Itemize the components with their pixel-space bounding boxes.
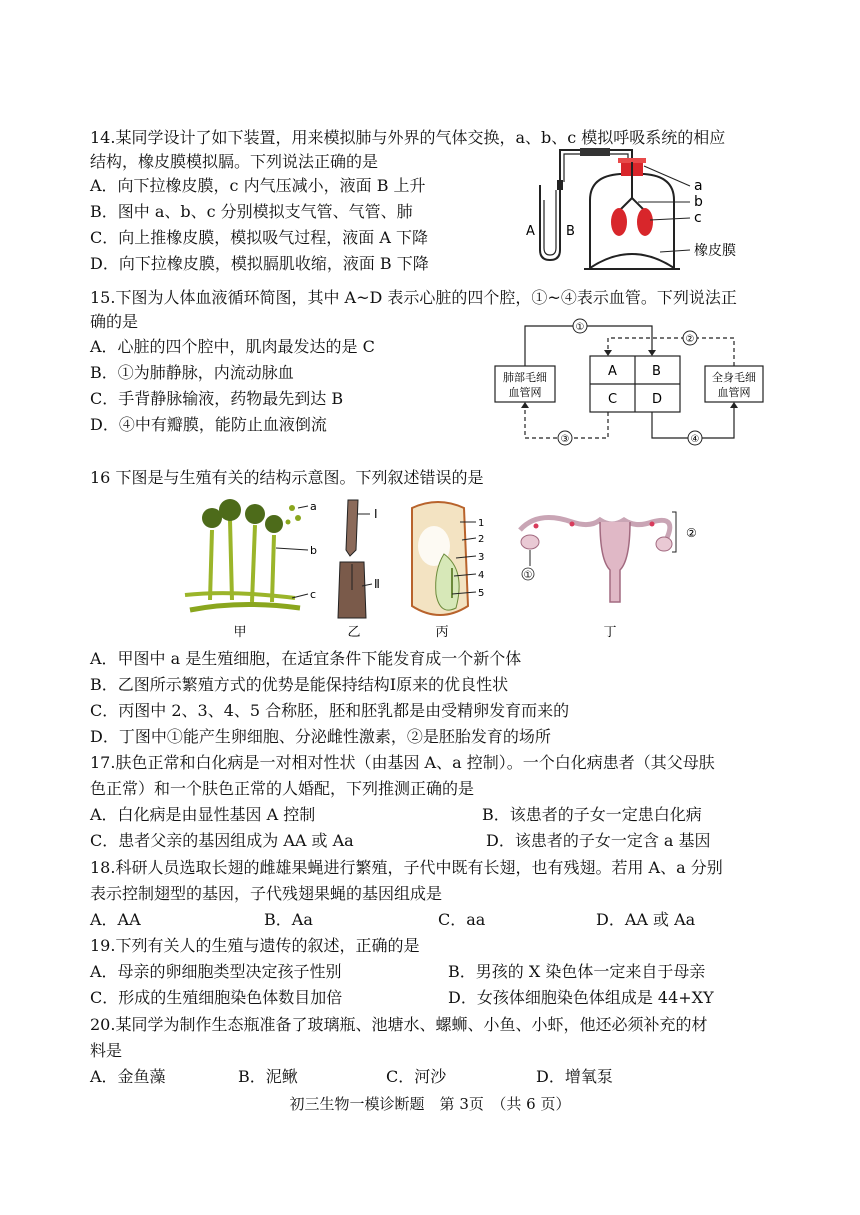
ding-label-1: ①: [523, 570, 533, 581]
q20-stem-line2: 料是: [90, 1041, 123, 1060]
q17-stem-line1: 17.肤色正常和白化病是一对相对性状（由基因 A、a 控制）。一个白化病患者（其父母肤: [90, 753, 715, 772]
q20-option-c: C．河沙: [386, 1067, 447, 1086]
q15-option-b: B．①为肺静脉，内流动脉血: [90, 363, 294, 382]
reproduction-figure: [180, 490, 697, 640]
chamber-a: A: [608, 364, 617, 379]
corn-seed-illustration: [412, 502, 476, 615]
q18-option-c: C．aa: [438, 910, 486, 929]
vessel-2: ②: [685, 334, 695, 345]
bing-label-2: 2: [478, 534, 485, 545]
q16-option-c: C．丙图中 2、3、4、5 合称胚，胚和胚乳都是由受精卵发育而来的: [90, 701, 570, 720]
u-tube-label-a: A: [526, 224, 535, 239]
q18-option-a: A．AA: [90, 910, 141, 929]
q17-stem-line2: 色正常）和一个肤色正常的人婚配，下列推测正确的是: [90, 779, 475, 798]
vessel-1: ①: [575, 322, 585, 333]
caption-jia: 甲: [233, 625, 247, 640]
q15-stem-line1: 15.下图为人体血液循环简图，其中 A~D 表示心脏的四个腔，①~④表示血管。下列说法正: [90, 288, 737, 307]
q17-option-c: C．患者父亲的基因组成为 AA 或 Aa: [90, 831, 354, 850]
q15-stem-line2: 确的是: [90, 312, 139, 331]
q14-stem-line2: 结构，橡皮膜模拟膈。下列说法正确的是: [90, 152, 379, 171]
q16-stem: 16 下图是与生殖有关的结构示意图。下列叙述错误的是: [90, 468, 484, 487]
lung-model-figure: [520, 140, 780, 275]
jia-label-a: a: [310, 500, 317, 513]
bing-label-3: 3: [478, 552, 485, 563]
q15-option-d: D．④中有瓣膜，能防止血液倒流: [90, 415, 327, 434]
lung-capillary-line2: 血管网: [508, 386, 542, 399]
q19-option-c: C．形成的生殖细胞染色体数目加倍: [90, 988, 343, 1007]
bing-label-4: 4: [478, 570, 485, 581]
q19-option-d: D．女孩体细胞染色体组成是 44+XY: [448, 988, 714, 1007]
q18-stem-line1: 18.科研人员选取长翅的雌雄果蝇进行繁殖，子代中既有长翅，也有残翅。若用 A、a 分别: [90, 858, 723, 877]
page-footer: 初三生物一模诊断题 第 3页 （共 6 页）: [289, 1095, 571, 1113]
yi-label-1: Ⅰ: [374, 507, 378, 521]
q20-option-d: D．增氧泵: [536, 1067, 613, 1086]
q18-option-b: B．Aa: [264, 910, 313, 929]
body-capillary-line1: 全身毛细: [712, 371, 756, 384]
ding-label-2: ②: [686, 526, 697, 540]
q16-option-d: D．丁图中①能产生卵细胞、分泌雌性激素，②是胚胎发育的场所: [90, 727, 551, 746]
q18-option-d: D．AA 或 Aa: [596, 910, 696, 929]
q19-option-b: B．男孩的 X 染色体一定来自于母亲: [448, 962, 706, 981]
chamber-b: B: [652, 364, 661, 379]
q14-option-d: D．向下拉橡皮膜，模拟膈肌收缩，液面 B 下降: [90, 254, 429, 273]
q20-option-b: B．泥鳅: [238, 1067, 298, 1086]
chamber-c: C: [608, 392, 618, 407]
body-capillary-line2: 血管网: [717, 386, 751, 399]
q19-option-a: A．母亲的卵细胞类型决定孩子性别: [90, 962, 342, 981]
jia-label-b: b: [310, 544, 317, 557]
q14-option-b: B．图中 a、b、c 分别模拟支气管、气管、肺: [90, 202, 413, 221]
q15-option-c: C．手背静脉输液，药物最先到达 B: [90, 389, 344, 408]
uterus-illustration: [520, 512, 676, 602]
circulation-figure: [490, 314, 770, 450]
chamber-d: D: [652, 392, 663, 407]
bing-label-5: 5: [478, 588, 485, 599]
label-b: b: [694, 194, 703, 210]
q16-option-a: A．甲图中 a 是生殖细胞，在适宜条件下能发育成一个新个体: [90, 649, 522, 668]
mold-illustration: [185, 499, 308, 610]
caption-bing: 丙: [435, 625, 449, 640]
q15-option-a: A．心脏的四个腔中，肌肉最发达的是 C: [90, 337, 375, 356]
vessel-3: ③: [560, 434, 570, 445]
caption-yi: 乙: [347, 625, 361, 640]
vessel-4: ④: [690, 434, 700, 445]
label-a: a: [694, 178, 703, 194]
q17-option-d: D．该患者的子女一定含 a 基因: [486, 831, 711, 850]
q17-option-b: B．该患者的子女一定患白化病: [482, 805, 702, 824]
q16-option-b: B．乙图所示繁殖方式的优势是能保持结构Ⅰ原来的优良性状: [90, 675, 509, 694]
q14-stem-line1: 14.某同学设计了如下装置，用来模拟肺与外界的气体交换，a、b、c 模拟呼吸系统的相应: [90, 128, 726, 147]
q14-option-c: C．向上推橡皮膜，模拟吸气过程，液面 A 下降: [90, 228, 428, 247]
yi-label-2: Ⅱ: [374, 577, 380, 591]
q14-option-a: A．向下拉橡皮膜，c 内气压减小，液面 B 上升: [90, 176, 426, 195]
grafting-illustration: [338, 500, 372, 618]
lung-capillary-line1: 肺部毛细: [503, 371, 547, 384]
jia-label-c: c: [310, 588, 317, 601]
q20-stem-line1: 20.某同学为制作生态瓶准备了玻璃瓶、池塘水、螺蛳、小鱼、小虾，他还必须补充的材: [90, 1015, 708, 1034]
label-c: c: [694, 210, 702, 226]
label-membrane: 橡皮膜: [694, 243, 736, 259]
bing-label-1: 1: [478, 518, 485, 529]
caption-ding: 丁: [603, 625, 617, 640]
q19-stem: 19.下列有关人的生殖与遗传的叙述，正确的是: [90, 936, 420, 955]
u-tube-label-b: B: [566, 224, 575, 239]
q18-stem-line2: 表示控制翅型的基因，子代残翅果蝇的基因组成是: [90, 884, 443, 903]
q20-option-a: A．金鱼藻: [90, 1067, 166, 1086]
q17-option-a: A．白化病是由显性基因 A 控制: [90, 805, 316, 824]
